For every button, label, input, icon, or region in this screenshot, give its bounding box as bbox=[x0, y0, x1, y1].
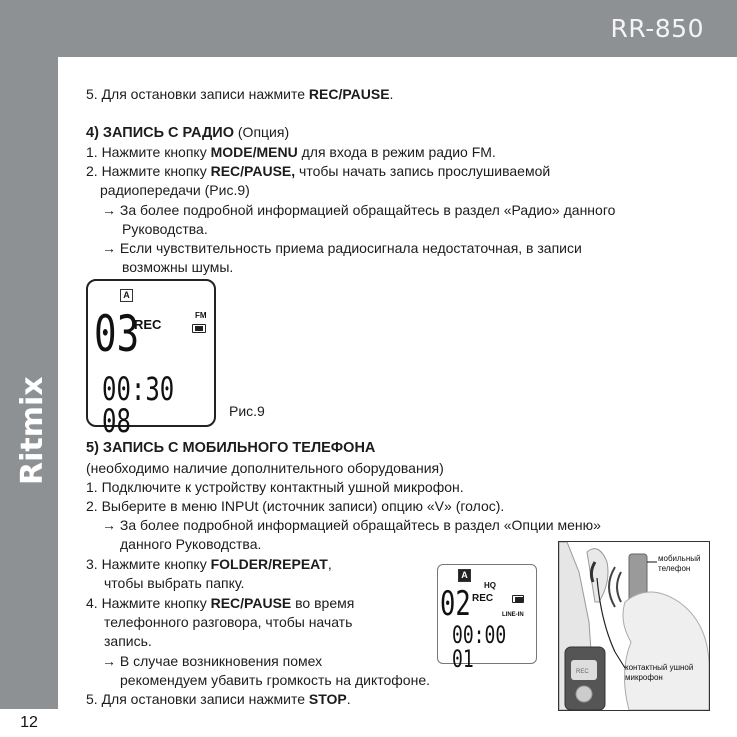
item-rest: для входа в режим радио FM. bbox=[297, 144, 496, 160]
folder-a-icon: A bbox=[458, 569, 471, 582]
section5-item1: 1. Подключите к устройству контактный ушной микрофон. bbox=[86, 479, 464, 495]
key-stop: STOP bbox=[308, 691, 347, 707]
section5-subtitle: (необходимо наличие дополнительного оборудования) bbox=[86, 460, 444, 476]
line-in-label: LINE-IN bbox=[502, 612, 524, 618]
header-bar bbox=[0, 0, 737, 57]
arrow-icon: → bbox=[102, 517, 116, 533]
label-mic-1: контактный ушной bbox=[625, 663, 694, 672]
track-number: 03 bbox=[94, 305, 140, 363]
step-text: 5. Для остановки записи нажмите bbox=[86, 86, 309, 102]
section5-item2: 2. Выберите в меню INPUt (источник записи) опцию «V» (голос). bbox=[86, 498, 505, 514]
folder-a-icon: A bbox=[120, 289, 133, 302]
battery-icon bbox=[192, 324, 206, 333]
item-rest: чтобы начать запись прослушиваемой bbox=[295, 163, 551, 179]
label-mobile-phone-1: мобильный bbox=[658, 554, 701, 563]
section4-heading bbox=[86, 124, 289, 141]
section4-note2-cont: возможны шумы. bbox=[122, 259, 234, 275]
label-mobile-phone-2: телефон bbox=[658, 564, 691, 573]
note-text: В случае возникновения помех bbox=[119, 653, 323, 669]
section5-item4 bbox=[86, 595, 354, 611]
rec-label: REC bbox=[472, 593, 494, 604]
key-folder-repeat: FOLDER/REPEAT bbox=[210, 556, 328, 572]
section4-item2 bbox=[86, 163, 550, 179]
arrow-icon: → bbox=[102, 202, 116, 218]
section5-item4-cont1: телефонного разговора, чтобы начать bbox=[104, 614, 353, 630]
item-text: 4. Нажмите кнопку bbox=[86, 595, 211, 611]
key-rec-pause: REC/PAUSE bbox=[210, 595, 292, 611]
arrow-icon: → bbox=[102, 240, 116, 256]
track-number: 02 bbox=[440, 584, 471, 624]
figure-caption: Рис.9 bbox=[229, 403, 265, 419]
section5-item5 bbox=[86, 691, 351, 707]
phone-recording-illustration bbox=[558, 541, 710, 711]
elapsed-time: 00:00 01 bbox=[452, 621, 507, 673]
elapsed-time: 00:30 08 bbox=[102, 370, 175, 440]
key-rec-pause: REC/PAUSE bbox=[308, 86, 390, 102]
section4-note2 bbox=[102, 240, 582, 256]
step-stop-rec bbox=[86, 86, 393, 102]
section4-item2-cont: радиопередачи (Рис.9) bbox=[100, 182, 250, 198]
section5-item3-cont: чтобы выбрать папку. bbox=[104, 575, 245, 591]
brand-text: Ritmix bbox=[15, 376, 50, 485]
lcd-figure-9 bbox=[86, 279, 216, 440]
item-text: 2. Нажмите кнопку bbox=[86, 163, 211, 179]
item-text: 3. Нажмите кнопку bbox=[86, 556, 211, 572]
section5-note1-cont: данного Руководства. bbox=[120, 536, 262, 552]
key-rec-pause: REC/PAUSE, bbox=[210, 163, 296, 179]
model-title: RR-850 bbox=[610, 14, 704, 43]
section4-note1-cont: Руководства. bbox=[122, 221, 208, 237]
item-rest: , bbox=[327, 556, 332, 572]
section5-item4-cont2: запись. bbox=[104, 633, 152, 649]
item-end: . bbox=[346, 691, 351, 707]
note-text: За более подробной информацией обращайтесь в раздел «Опции меню» bbox=[119, 517, 601, 533]
section4-note1 bbox=[102, 202, 615, 218]
label-mic-2: микрофон bbox=[625, 673, 663, 682]
device-button-text: REC bbox=[576, 669, 589, 675]
note-text: За более подробной информацией обращайтесь в раздел «Радио» данного bbox=[119, 202, 616, 218]
hq-label: HQ bbox=[484, 581, 496, 590]
section5-note1 bbox=[102, 517, 601, 533]
step-end: . bbox=[389, 86, 394, 102]
arrow-icon: → bbox=[102, 653, 116, 669]
item-text: 5. Для остановки записи нажмите bbox=[86, 691, 309, 707]
section5-note2-cont: рекомендуем убавить громкость на диктофоне. bbox=[120, 672, 430, 688]
section4-title: 4) ЗАПИСЬ С РАДИО bbox=[86, 125, 234, 141]
note-text: Если чувствительность приема радиосигнала недостаточная, в записи bbox=[119, 240, 582, 256]
item-rest: во время bbox=[291, 595, 355, 611]
ritmix-logo-icon bbox=[6, 357, 52, 487]
section5-title: 5) ЗАПИСЬ С МОБИЛЬНОГО ТЕЛЕФОНА bbox=[86, 440, 376, 456]
lcd-line-in bbox=[437, 564, 537, 673]
section4-suffix: (Опция) bbox=[234, 124, 290, 140]
page-number: 12 bbox=[20, 714, 38, 731]
section5-item3 bbox=[86, 556, 332, 572]
item-text: 1. Нажмите кнопку bbox=[86, 144, 211, 160]
battery-icon bbox=[512, 595, 524, 603]
section5-note2 bbox=[102, 653, 322, 669]
sidebar bbox=[0, 57, 58, 737]
section4-item1 bbox=[86, 144, 496, 160]
rec-label: REC bbox=[134, 317, 162, 332]
fm-label: FM bbox=[195, 311, 207, 320]
key-mode-menu: MODE/MENU bbox=[210, 144, 298, 160]
